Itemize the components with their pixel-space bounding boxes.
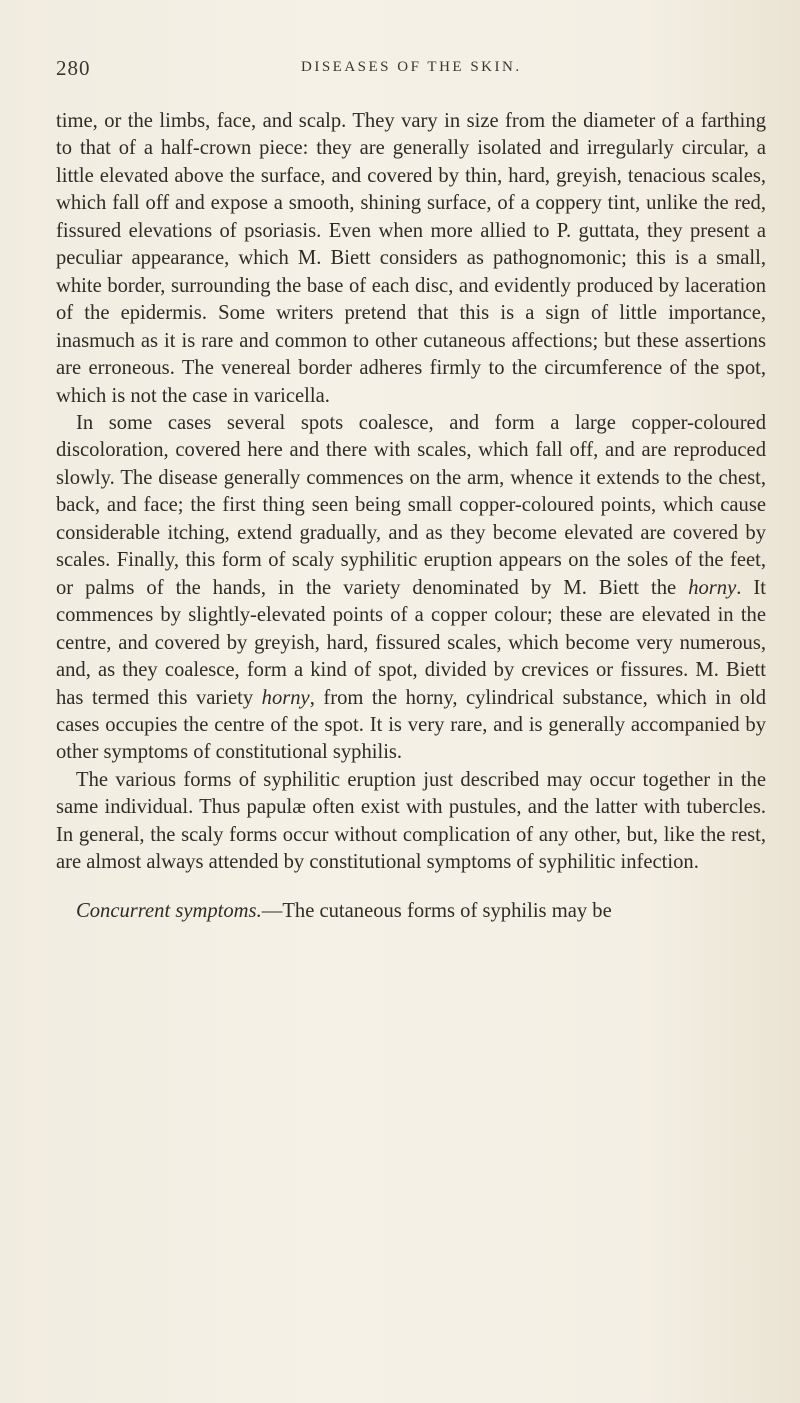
page-number: 280: [56, 56, 91, 80]
paragraph-3: [56, 767, 766, 877]
page-header: [56, 56, 756, 86]
paragraph-text: , from the horny, cylindrical substance, which in old cases occupies the centre of the spot. It is very rare, and is generally accompanied by other symptoms of constitutional syphilis.: [56, 686, 767, 764]
paragraph-text: —The cutaneous forms of syphilis may be: [261, 899, 612, 922]
italic-term: horny: [688, 576, 737, 599]
paragraph-2: [56, 410, 766, 767]
paragraph-text: . It commences by slightly-elevated points of a copper colour; these are elevated in the centre, and covered by greyish, hard, fissured scales, which become very numerous, and, as they coalesce, form a kind of spot, divided by crevices or fissures. M. Biett has termed this variety: [56, 576, 766, 709]
body-text: [56, 108, 766, 925]
paragraph-text: time, or the limbs, face, and scalp. They vary in size from the diameter of a farthing to that of a half-crown piece: they are generally isolated and irregularly circular, a little elevated above the surface, and covered by thin, hard, greyish, tenacious scales, which fall off and expose a smooth, shining surface, of a coppery tint, unlike the red, fissured elevations of psoriasis. Even when more allied to P. guttata, they present a peculiar appearance, which M. Biett considers as pathognomonic; this is a small, white border, surrounding the base of each disc, and evidently produced by laceration of the epidermis. Some writers pretend that this is a sign of little importance, inasmuch as it is rare and common to other cutaneous affections; but these assertions are erroneous. The venereal border adheres firmly to the circumference of the spot, which is not the case in varicella.: [56, 110, 766, 407]
paragraph-text: The various forms of syphilitic eruption just described may occur together in the same individual. Thus papulæ often exist with pustules, and the latter with tubercles. In general, the scaly forms occur without complication of any other, but, like the rest, are almost always attended by constitutional symptoms of syphilitic infection.: [56, 768, 766, 874]
paragraph-1: [56, 108, 766, 410]
running-head: DISEASES OF THE SKIN.: [301, 59, 522, 75]
italic-term: horny: [261, 686, 310, 709]
paragraph-text: In some cases several spots coalesce, and form a large copper-coloured discoloration, covered here and there with scales, which fall off, and are reproduced slowly. The disease generally commences on the arm, whence it extends to the chest, back, and face; the first thing seen being small copper-coloured points, which cause considerable itching, extend gradually, and as they become elevated are covered by scales. Finally, this form of scaly syphilitic eruption appears on the soles of the feet, or palms of the hands, in the variety denominated by M. Biett the: [56, 411, 766, 599]
paragraph-4: [56, 898, 766, 925]
section-run-in-heading: Concurrent symptoms.: [76, 899, 262, 922]
